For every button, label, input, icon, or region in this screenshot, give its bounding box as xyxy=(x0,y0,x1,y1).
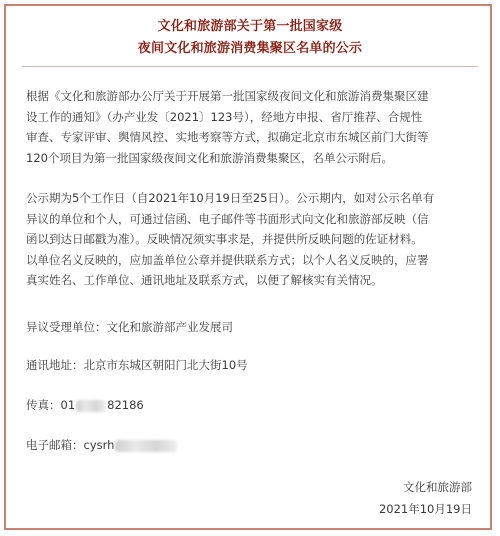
email-prefix: cysrh xyxy=(83,438,115,452)
paragraph-line: 异议的单位和个人，可通过信函、电子邮件等书面形式向文化和旅游部反映（信 xyxy=(26,211,429,226)
redaction-blur xyxy=(115,440,177,452)
fax-prefix: 01 xyxy=(60,398,76,412)
email-label: 电子邮箱： xyxy=(26,438,84,452)
redaction-blur xyxy=(76,400,106,412)
paragraph-line: 设工作的通知》（办产业发〔2021〕123号），经地方申报、省厅推荐、合规性 xyxy=(26,109,423,124)
paragraph-basis xyxy=(26,86,478,168)
paragraph-line: 根据《文化和旅游部办公厅关于开展第一批国家级夜间文化和旅游消费集聚区建 xyxy=(26,89,429,103)
paragraph-line: 审查、专家评审、舆情风控、实地考察等方式，拟确定北京市东城区前门大街等 xyxy=(26,130,429,144)
title-line-2: 夜间文化和旅游消费集聚区名单的公示 xyxy=(137,41,363,56)
fax-suffix: 82186 xyxy=(107,398,144,412)
paragraph-line: 函以到达日邮戳为准）。反映情况须实事求是，并提供所反映问题的佐证材料。 xyxy=(26,232,423,246)
paragraph-publicity-period xyxy=(26,188,478,291)
title-line-1: 文化和旅游部关于第一批国家级 xyxy=(157,19,343,34)
objection-office: 异议受理单位：文化和旅游部产业发展司 xyxy=(26,320,233,334)
signature-date: 2021年10月19日 xyxy=(378,502,472,516)
paragraph-line: 以单位名义反映的，应加盖单位公章并提供联系方式；以个人名义反映的，应署 xyxy=(26,252,429,267)
title-divider xyxy=(22,66,478,67)
email-line xyxy=(26,436,178,454)
notice-title xyxy=(0,16,500,60)
mailing-address: 通讯地址：北京市东城区朝阳门北大街10号 xyxy=(26,358,248,372)
fax-line xyxy=(26,396,144,414)
paragraph-line: 公示期为5个工作日（自2021年10月19日至25日）。公示期内，如对公示名单有 xyxy=(26,191,435,205)
signature-org: 文化和旅游部 xyxy=(403,480,472,494)
paragraph-line: 120个项目为第一批国家级夜间文化和旅游消费集聚区，名单公示附后。 xyxy=(26,150,393,165)
paragraph-line: 真实姓名、工作单位、通讯地址及联系方式，以便了解核实有关情况。 xyxy=(26,273,383,287)
fax-label: 传真： xyxy=(26,398,61,412)
